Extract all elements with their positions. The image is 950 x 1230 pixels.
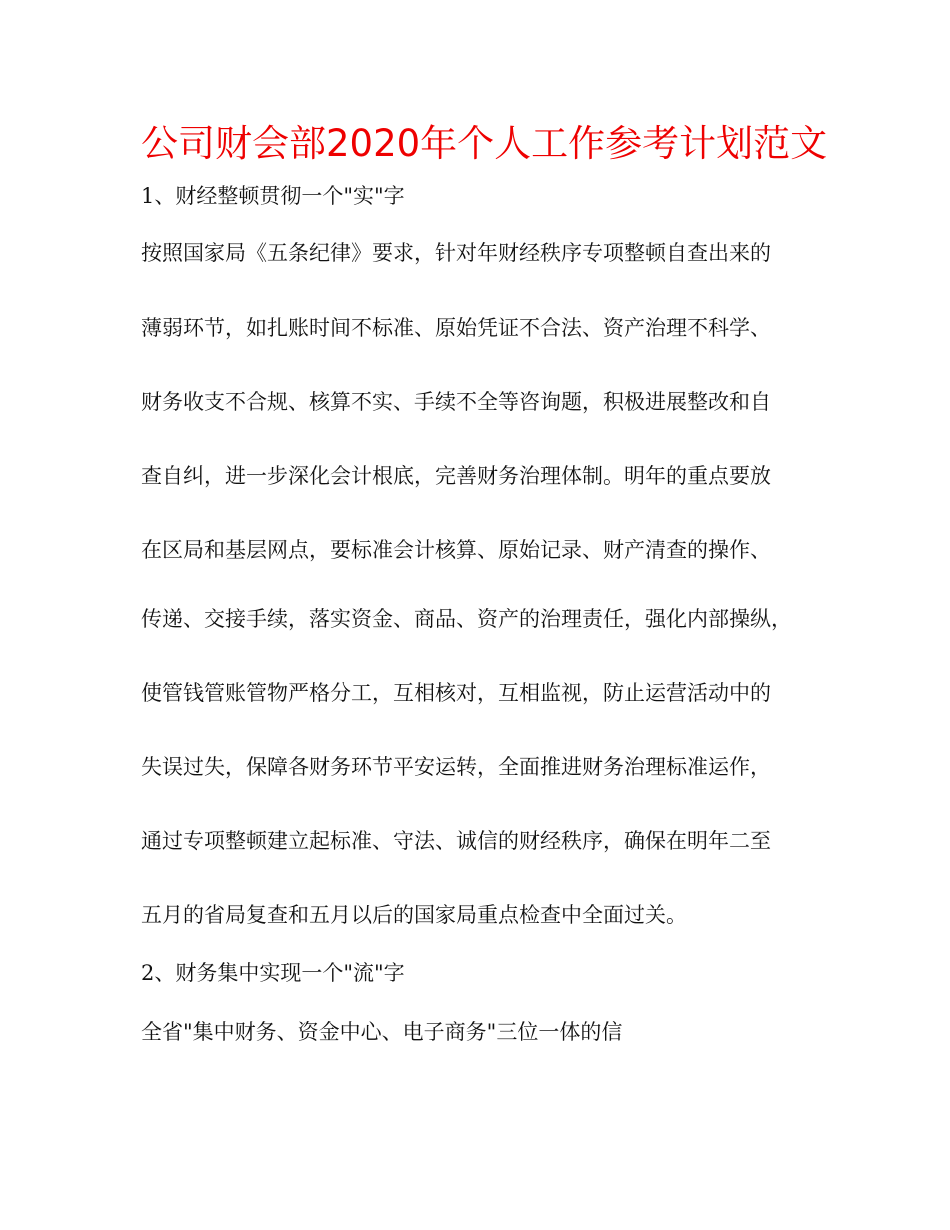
section1-heading: 1、财经整顿贯彻一个"实"字 — [141, 184, 405, 208]
paragraph-line: 全省"集中财务、资金中心、电子商务"三位一体的信 — [141, 1020, 623, 1044]
paragraph-line: 传递、交接手续，落实资金、商品、资产的治理责任，强化内部操纵， — [141, 607, 792, 631]
paragraph-line: 薄弱环节，如扎账时间不标准、原始凭证不合法、资产治理不科学、 — [141, 316, 771, 340]
paragraph-line: 在区局和基层网点，要标准会计核算、原始记录、财产清查的操作、 — [141, 538, 771, 562]
document-title: 公司财会部2020年个人工作参考计划范文 — [141, 122, 828, 165]
paragraph-line: 五月的省局复查和五月以后的国家局重点检查中全面过关。 — [141, 903, 687, 927]
paragraph-line: 财务收支不合规、核算不实、手续不全等咨询题，积极进展整改和自 — [141, 390, 771, 414]
paragraph-line: 查自纠，进一步深化会计根底，完善财务治理体制。明年的重点要放 — [141, 464, 771, 488]
paragraph-line: 失误过失，保障各财务环节平安运转，全面推进财务治理标准运作， — [141, 755, 771, 779]
paragraph-line: 按照国家局《五条纪律》要求，针对年财经秩序专项整顿自查出来的 — [141, 241, 771, 265]
paragraph-line: 通过专项整顿建立起标准、守法、诚信的财经秩序，确保在明年二至 — [141, 829, 771, 853]
paragraph-line: 使管钱管账管物严格分工，互相核对，互相监视，防止运营活动中的 — [141, 681, 771, 705]
section2-heading: 2、财务集中实现一个"流"字 — [141, 961, 405, 985]
